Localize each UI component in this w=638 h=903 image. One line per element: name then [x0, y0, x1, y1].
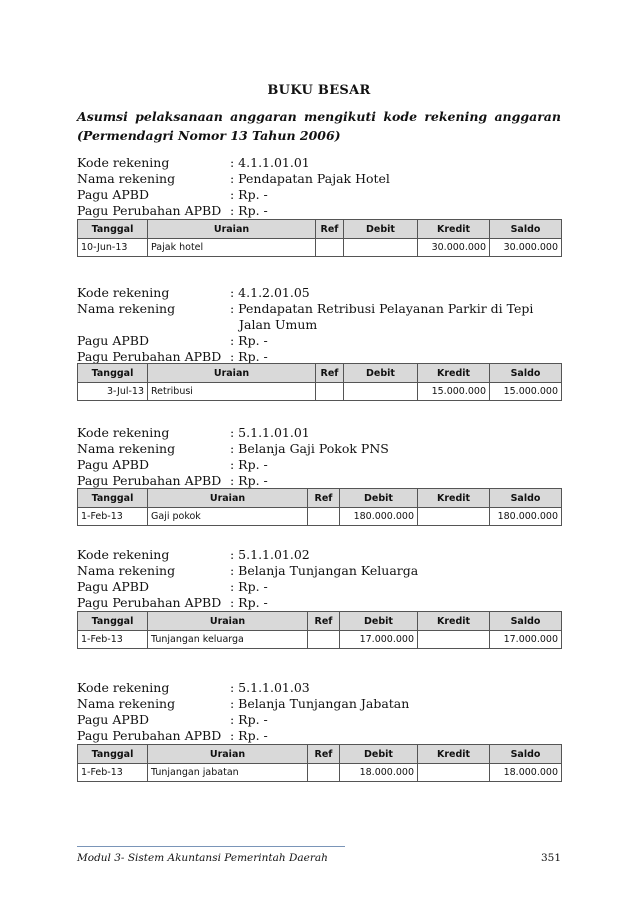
table-row: [78, 383, 562, 401]
label-nama: Nama rekening: [77, 441, 176, 456]
value-pagu: : Rp. -: [230, 712, 268, 727]
value-nama: : Belanja Tunjangan Keluarga: [230, 563, 419, 578]
label-nama: Nama rekening: [77, 696, 176, 711]
label-nama: Nama rekening: [77, 171, 176, 186]
cell-uraian: Tunjangan keluarga: [148, 631, 308, 649]
col-saldo: Saldo: [490, 220, 562, 239]
col-saldo: Saldo: [490, 745, 562, 764]
label-pagu: Pagu APBD: [77, 712, 149, 727]
col-saldo: Saldo: [490, 489, 562, 508]
value-kode: : 5.1.1.01.01: [230, 425, 310, 440]
label-pagu-perubahan: Pagu Perubahan APBD: [77, 728, 222, 743]
table-row: [78, 631, 562, 649]
cell-uraian: Retribusi: [148, 383, 316, 401]
col-ref: Ref: [308, 745, 340, 764]
label-pagu: Pagu APBD: [77, 579, 149, 594]
account-info: [77, 155, 560, 219]
table-header-row: [78, 220, 562, 239]
cell-tanggal: 1-Feb-13: [78, 764, 148, 782]
ledger-table: [77, 363, 562, 401]
col-uraian: Uraian: [148, 220, 316, 239]
cell-ref: [308, 508, 340, 526]
col-kredit: Kredit: [418, 220, 490, 239]
table-row: [78, 508, 562, 526]
value-kode: : 4.1.1.01.01: [230, 155, 310, 170]
label-pagu: Pagu APBD: [77, 457, 149, 472]
cell-tanggal: 3-Jul-13: [78, 383, 148, 401]
label-kode: Kode rekening: [77, 680, 170, 695]
cell-kredit: 15.000.000: [418, 383, 490, 401]
table-header-row: [78, 745, 562, 764]
value-pagu-perubahan: : Rp. -: [230, 203, 268, 218]
label-kode: Kode rekening: [77, 155, 170, 170]
cell-kredit: [418, 631, 490, 649]
label-pagu-perubahan: Pagu Perubahan APBD: [77, 595, 222, 610]
cell-tanggal: 10-Jun-13: [78, 239, 148, 257]
label-pagu-perubahan: Pagu Perubahan APBD: [77, 203, 222, 218]
value-kode: : 5.1.1.01.03: [230, 680, 310, 695]
col-debit: Debit: [344, 220, 418, 239]
label-pagu: Pagu APBD: [77, 333, 149, 348]
value-kode: : 5.1.1.01.02: [230, 547, 310, 562]
cell-kredit: 30.000.000: [418, 239, 490, 257]
value-pagu-perubahan: : Rp. -: [230, 595, 268, 610]
col-debit: Debit: [340, 612, 418, 631]
label-kode: Kode rekening: [77, 425, 170, 440]
label-pagu: Pagu APBD: [77, 187, 149, 202]
col-ref: Ref: [308, 489, 340, 508]
cell-saldo: 30.000.000: [490, 239, 562, 257]
intro-line-2: (Permendagri Nomor 13 Tahun 2006): [77, 128, 341, 143]
cell-saldo: 180.000.000: [490, 508, 562, 526]
label-nama: Nama rekening: [77, 301, 176, 316]
cell-debit: [344, 239, 418, 257]
page-title: BUKU BESAR: [267, 83, 371, 98]
col-kredit: Kredit: [418, 745, 490, 764]
col-kredit: Kredit: [418, 489, 490, 508]
cell-tanggal: 1-Feb-13: [78, 508, 148, 526]
col-tanggal: Tanggal: [78, 364, 148, 383]
cell-debit: 17.000.000: [340, 631, 418, 649]
value-nama-continued: Jalan Umum: [239, 317, 318, 332]
value-nama: : Pendapatan Retribusi Pelayanan Parkir di Tepi: [230, 301, 534, 316]
value-pagu-perubahan: : Rp. -: [230, 473, 268, 488]
page-footer: [77, 852, 561, 864]
footer-module-title: Modul 3- Sistem Akuntansi Pemerintah Daerah: [77, 852, 328, 864]
col-debit: Debit: [340, 745, 418, 764]
col-kredit: Kredit: [418, 612, 490, 631]
ledger-table: [77, 744, 562, 782]
label-pagu-perubahan: Pagu Perubahan APBD: [77, 349, 222, 364]
col-debit: Debit: [340, 489, 418, 508]
page-number: 351: [540, 852, 561, 864]
col-tanggal: Tanggal: [78, 745, 148, 764]
cell-saldo: 15.000.000: [490, 383, 562, 401]
account-info: [77, 547, 560, 611]
label-kode: Kode rekening: [77, 285, 170, 300]
col-ref: Ref: [316, 364, 344, 383]
col-tanggal: Tanggal: [78, 489, 148, 508]
value-nama: : Belanja Tunjangan Jabatan: [230, 696, 410, 711]
col-saldo: Saldo: [490, 612, 562, 631]
cell-saldo: 17.000.000: [490, 631, 562, 649]
table-header-row: [78, 489, 562, 508]
cell-uraian: Pajak hotel: [148, 239, 316, 257]
cell-saldo: 18.000.000: [490, 764, 562, 782]
value-pagu-perubahan: : Rp. -: [230, 349, 268, 364]
ledger-table: [77, 219, 562, 257]
col-ref: Ref: [316, 220, 344, 239]
cell-ref: [308, 631, 340, 649]
cell-kredit: [418, 764, 490, 782]
value-pagu: : Rp. -: [230, 333, 268, 348]
table-header-row: [78, 364, 562, 383]
col-tanggal: Tanggal: [78, 612, 148, 631]
value-pagu: : Rp. -: [230, 187, 268, 202]
col-kredit: Kredit: [418, 364, 490, 383]
value-nama: : Pendapatan Pajak Hotel: [230, 171, 390, 186]
label-nama: Nama rekening: [77, 563, 176, 578]
value-pagu: : Rp. -: [230, 579, 268, 594]
account-info: [77, 285, 569, 365]
label-kode: Kode rekening: [77, 547, 170, 562]
table-row: [78, 764, 562, 782]
cell-debit: 18.000.000: [340, 764, 418, 782]
cell-ref: [316, 239, 344, 257]
col-saldo: Saldo: [490, 364, 562, 383]
ledger-table: [77, 611, 562, 649]
ledger-table: [77, 488, 562, 526]
intro-paragraph: [77, 107, 561, 145]
footer-divider: [77, 846, 345, 847]
table-row: [78, 239, 562, 257]
col-debit: Debit: [344, 364, 418, 383]
value-pagu-perubahan: : Rp. -: [230, 728, 268, 743]
intro-line-1: Asumsi pelaksanaan anggaran mengikuti kode rekening anggaran: [77, 109, 561, 124]
cell-debit: 180.000.000: [340, 508, 418, 526]
cell-tanggal: 1-Feb-13: [78, 631, 148, 649]
cell-debit: [344, 383, 418, 401]
cell-ref: [308, 764, 340, 782]
cell-kredit: [418, 508, 490, 526]
col-uraian: Uraian: [148, 612, 308, 631]
col-uraian: Uraian: [148, 364, 316, 383]
col-ref: Ref: [308, 612, 340, 631]
col-uraian: Uraian: [148, 489, 308, 508]
cell-ref: [316, 383, 344, 401]
account-info: [77, 680, 560, 744]
col-uraian: Uraian: [148, 745, 308, 764]
value-nama: : Belanja Gaji Pokok PNS: [230, 441, 389, 456]
account-info: [77, 425, 560, 489]
label-pagu-perubahan: Pagu Perubahan APBD: [77, 473, 222, 488]
table-header-row: [78, 612, 562, 631]
value-pagu: : Rp. -: [230, 457, 268, 472]
value-kode: : 4.1.2.01.05: [230, 285, 310, 300]
cell-uraian: Tunjangan jabatan: [148, 764, 308, 782]
col-tanggal: Tanggal: [78, 220, 148, 239]
cell-uraian: Gaji pokok: [148, 508, 308, 526]
